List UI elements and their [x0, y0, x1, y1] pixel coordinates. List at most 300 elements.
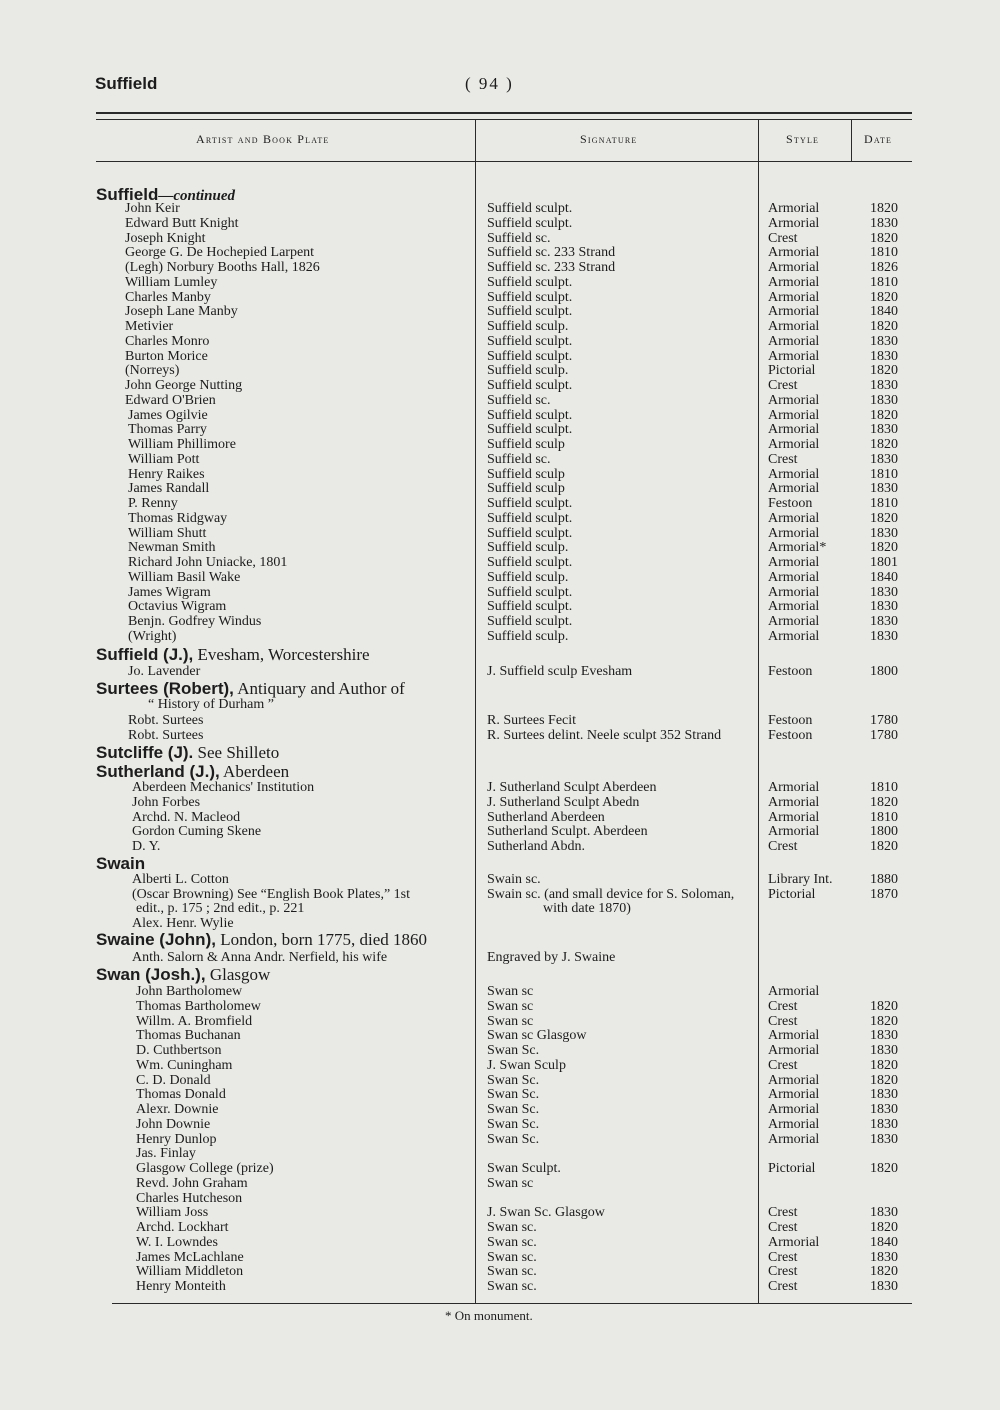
- table-row: [0, 1073, 1000, 1088]
- table-row: [0, 260, 1000, 275]
- signature-cell: Swan sc.: [487, 1264, 537, 1280]
- signature-cell: Swan Sc.: [487, 1131, 540, 1147]
- style-cell: Armorial: [768, 984, 820, 999]
- style-cell: Armorial: [768, 422, 820, 438]
- signature-cell: Engraved by J. Swaine: [487, 950, 616, 965]
- section-title: Swain: [96, 854, 146, 873]
- table-row: [0, 795, 1000, 810]
- artist-cell: D. Y.: [132, 839, 161, 854]
- table-row: [0, 713, 1000, 728]
- date-cell: 1830: [870, 1131, 898, 1147]
- artist-cell: Revd. John Graham: [136, 1175, 248, 1191]
- signature-cell: R. Surtees Fecit: [487, 713, 577, 728]
- date-cell: 1820: [870, 1013, 898, 1029]
- section-heading: [96, 645, 370, 665]
- date-cell: 1810: [870, 245, 898, 261]
- artist-cell: Anth. Salorn & Anna Andr. Nerfield, his wife: [132, 950, 388, 965]
- table-row: [0, 437, 1000, 452]
- style-cell: Armorial: [768, 392, 820, 408]
- signature-cell: Suffield sculp.: [487, 569, 569, 585]
- table-row: [0, 1205, 1000, 1220]
- table-row: [0, 349, 1000, 364]
- artist-cell: James Wigram: [128, 584, 211, 600]
- style-cell: Pictorial: [768, 886, 816, 902]
- date-cell: 1830: [870, 1249, 898, 1265]
- signature-cell: Suffield sculpt.: [487, 378, 573, 393]
- artist-cell: Jas. Finlay: [136, 1146, 196, 1162]
- artist-cell: Richard John Uniacke, 1801: [128, 555, 288, 570]
- artist-cell: Joseph Lane Manby: [125, 304, 238, 320]
- style-cell: Armorial: [768, 809, 820, 825]
- date-cell: 1830: [870, 1102, 898, 1117]
- artist-cell: (Norreys): [125, 363, 180, 379]
- signature-cell: Sutherland Sculpt. Aberdeen: [487, 824, 648, 840]
- section-heading: [96, 965, 270, 985]
- signature-cell: Swan Sc.: [487, 1043, 540, 1058]
- table-row: [0, 599, 1000, 614]
- artist-cell: Thomas Donald: [136, 1087, 226, 1103]
- table-row: [0, 555, 1000, 570]
- table-row: [0, 201, 1000, 216]
- artist-cell: Charles Hutcheson: [136, 1190, 243, 1206]
- table-row: [0, 467, 1000, 482]
- table-row: [0, 511, 1000, 526]
- signature-cell: Swan sc.: [487, 1234, 537, 1250]
- table-row: [0, 540, 1000, 555]
- style-cell: Armorial: [768, 333, 820, 349]
- section-subtitle: See Shilleto: [193, 743, 280, 762]
- style-cell: Crest: [768, 839, 798, 854]
- page-number: ( 94 ): [465, 74, 514, 93]
- style-cell: Armorial: [768, 555, 820, 570]
- signature-cell: Swan sc: [487, 984, 534, 999]
- signature-cell: Swain sc. (and small device for S. Soloman,: [487, 886, 735, 902]
- artist-cell: P. Renny: [128, 496, 178, 511]
- style-cell: Armorial: [768, 1131, 820, 1147]
- artist-cell: (Legh) Norbury Booths Hall, 1826: [125, 260, 320, 275]
- artist-cell: Octavius Wigram: [128, 599, 227, 615]
- table-row: [0, 1087, 1000, 1102]
- style-cell: Armorial: [768, 584, 820, 600]
- signature-cell: Suffield sculp.: [487, 363, 569, 379]
- section-heading: [96, 762, 289, 782]
- style-cell: Armorial: [768, 1087, 820, 1103]
- table-row: [0, 728, 1000, 743]
- signature-cell: Suffield sc.: [487, 451, 551, 467]
- artist-cell: James Randall: [128, 481, 210, 497]
- table-row: [0, 393, 1000, 408]
- artist-cell: Burton Morice: [125, 348, 208, 364]
- style-cell: Crest: [768, 1249, 798, 1265]
- signature-cell: Suffield sculpt.: [487, 274, 573, 290]
- date-cell: 1820: [870, 1220, 898, 1235]
- artist-cell: James McLachlane: [136, 1249, 244, 1265]
- table-row: [0, 1102, 1000, 1117]
- artist-cell: William Phillimore: [128, 437, 236, 452]
- date-cell: 1780: [870, 728, 898, 743]
- date-cell: 1840: [870, 304, 898, 320]
- artist-cell: Joseph Knight: [125, 230, 206, 246]
- style-cell: Pictorial: [768, 1161, 816, 1176]
- style-cell: Armorial: [768, 466, 820, 482]
- artist-cell: Robt. Surtees: [128, 713, 204, 728]
- date-cell: 1830: [870, 481, 898, 497]
- style-cell: Armorial: [768, 569, 820, 585]
- artist-cell: D. Cuthbertson: [136, 1043, 222, 1058]
- artist-cell: William Basil Wake: [128, 569, 241, 585]
- artist-cell: John George Nutting: [125, 378, 243, 393]
- signature-cell: Suffield sculpt.: [487, 599, 573, 615]
- signature-cell: Suffield sculpt.: [487, 584, 573, 600]
- table-row: [0, 839, 1000, 854]
- section-subtitle: Aberdeen: [219, 762, 290, 781]
- style-cell: Pictorial: [768, 363, 816, 379]
- date-cell: 1830: [870, 1116, 898, 1132]
- style-cell: Crest: [768, 1220, 798, 1235]
- signature-cell: Suffield sculp.: [487, 628, 569, 644]
- style-cell: Armorial: [768, 780, 820, 795]
- date-cell: 1820: [870, 540, 898, 556]
- signature-cell: Suffield sculpt.: [487, 333, 573, 349]
- table-row: [0, 901, 1000, 916]
- table-row: [0, 319, 1000, 334]
- artist-cell: W. I. Lowndes: [136, 1234, 218, 1250]
- table-row: [0, 1250, 1000, 1265]
- artist-cell: Charles Manby: [125, 289, 211, 305]
- table-row: [0, 1058, 1000, 1073]
- signature-cell: Suffield sc.: [487, 230, 551, 246]
- artist-cell: James Ogilvie: [128, 407, 208, 423]
- style-cell: Armorial: [768, 304, 820, 320]
- style-cell: Armorial: [768, 437, 820, 452]
- style-cell: Armorial: [768, 510, 820, 526]
- table-row: [0, 1146, 1000, 1161]
- artist-cell: John Bartholomew: [136, 984, 243, 999]
- date-cell: 1820: [870, 319, 898, 334]
- artist-cell: Edward Butt Knight: [125, 215, 239, 231]
- date-cell: 1820: [870, 794, 898, 810]
- table-row: [0, 664, 1000, 679]
- table-row: [0, 481, 1000, 496]
- table-row: [0, 1161, 1000, 1176]
- table-row: [0, 984, 1000, 999]
- artist-cell: Archd. N. Macleod: [132, 809, 241, 825]
- date-cell: 1830: [870, 392, 898, 408]
- section-title: Suffield: [96, 185, 159, 204]
- artist-cell: Aberdeen Mechanics' Institution: [132, 780, 315, 795]
- table-row: [0, 452, 1000, 467]
- table-row: [0, 614, 1000, 629]
- header-date: Date: [864, 132, 893, 146]
- style-cell: Armorial: [768, 1116, 820, 1132]
- date-cell: 1830: [870, 422, 898, 438]
- date-cell: 1830: [870, 451, 898, 467]
- section-subline: [0, 697, 1000, 712]
- style-cell: Armorial: [768, 794, 820, 810]
- date-cell: 1820: [870, 407, 898, 423]
- style-cell: Armorial: [768, 1102, 820, 1117]
- artist-cell: Newman Smith: [128, 540, 216, 556]
- section-subtitle: Glasgow: [205, 965, 271, 984]
- date-cell: 1801: [870, 555, 898, 570]
- date-cell: 1800: [870, 664, 898, 679]
- section-heading: [96, 930, 427, 950]
- table-row: [0, 780, 1000, 795]
- date-cell: 1820: [870, 437, 898, 452]
- artist-cell: Thomas Bartholomew: [136, 998, 261, 1014]
- artist-cell: (Wright): [128, 628, 177, 644]
- date-cell: 1870: [870, 886, 898, 902]
- section-heading: [96, 743, 279, 763]
- table-row: [0, 378, 1000, 393]
- signature-cell: J. Suffield sculp Evesham: [487, 664, 633, 679]
- table-row: [0, 1220, 1000, 1235]
- table-row: [0, 810, 1000, 825]
- style-cell: Festoon: [768, 664, 813, 679]
- style-cell: Armorial: [768, 599, 820, 615]
- section-title: Swaine (John),: [96, 930, 216, 949]
- artist-cell: Alexr. Downie: [136, 1102, 219, 1117]
- style-cell: Armorial: [768, 628, 820, 644]
- date-cell: 1820: [870, 1072, 898, 1088]
- signature-cell: Swan sc.: [487, 1249, 537, 1265]
- header-style: Style: [786, 132, 820, 146]
- artist-cell: Henry Dunlop: [136, 1131, 217, 1147]
- artist-cell: William Lumley: [125, 274, 218, 290]
- signature-cell: Swan Sculpt.: [487, 1161, 561, 1176]
- section-title: Sutcliffe (J).: [96, 743, 194, 762]
- section-subline-text: “ History of Durham ”: [148, 697, 274, 712]
- date-cell: 1810: [870, 496, 898, 511]
- table-row: [0, 1264, 1000, 1279]
- table-row: [0, 1176, 1000, 1191]
- table-row: [0, 526, 1000, 541]
- style-cell: Armorial*: [768, 540, 827, 556]
- signature-cell: Swan sc.: [487, 1279, 537, 1294]
- style-cell: Armorial: [768, 1028, 820, 1044]
- table-row: [0, 408, 1000, 423]
- signature-cell: Swan sc: [487, 1013, 534, 1029]
- signature-cell: Suffield sculp: [487, 481, 565, 497]
- date-cell: 1820: [870, 230, 898, 246]
- style-cell: Crest: [768, 230, 798, 246]
- style-cell: Festoon: [768, 713, 813, 728]
- style-cell: Festoon: [768, 728, 813, 743]
- signature-cell: Suffield sculp.: [487, 319, 569, 334]
- style-cell: Crest: [768, 1279, 798, 1294]
- artist-cell: Willm. A. Bromfield: [136, 1013, 253, 1029]
- style-cell: Armorial: [768, 407, 820, 423]
- artist-cell: Archd. Lockhart: [136, 1220, 229, 1235]
- style-cell: Festoon: [768, 496, 813, 511]
- artist-cell: John Keir: [125, 201, 180, 216]
- table-row: [0, 887, 1000, 902]
- date-cell: 1820: [870, 839, 898, 854]
- signature-cell: Suffield sculpt.: [487, 510, 573, 526]
- date-cell: 1830: [870, 1205, 898, 1221]
- artist-cell: John Downie: [136, 1116, 211, 1132]
- section-subtitle: Evesham, Worcestershire: [193, 645, 370, 664]
- date-cell: 1810: [870, 780, 898, 795]
- artist-cell: William Shutt: [128, 525, 207, 541]
- date-cell: 1820: [870, 289, 898, 305]
- style-cell: Armorial: [768, 245, 820, 261]
- style-cell: Armorial: [768, 525, 820, 541]
- artist-cell: William Middleton: [136, 1264, 244, 1280]
- section-subtitle: —continued: [158, 188, 236, 204]
- section-title: Surtees (Robert),: [96, 679, 234, 698]
- artist-cell: Thomas Ridgway: [128, 510, 228, 526]
- signature-cell: Suffield sculpt.: [487, 304, 573, 320]
- style-cell: Armorial: [768, 319, 820, 334]
- date-cell: 1830: [870, 333, 898, 349]
- style-cell: Crest: [768, 1205, 798, 1221]
- date-cell: 1820: [870, 1264, 898, 1280]
- date-cell: 1820: [870, 510, 898, 526]
- artist-cell: Thomas Parry: [128, 422, 207, 438]
- date-cell: 1780: [870, 713, 898, 728]
- style-cell: Armorial: [768, 1234, 820, 1250]
- section-title: Swan (Josh.),: [96, 965, 206, 984]
- section-title: Sutherland (J.),: [96, 762, 220, 781]
- signature-cell: Suffield sc. 233 Strand: [487, 245, 616, 261]
- table-row: [0, 824, 1000, 839]
- table-row: [0, 304, 1000, 319]
- date-cell: 1830: [870, 1043, 898, 1058]
- date-cell: 1830: [870, 348, 898, 364]
- table-row: [0, 916, 1000, 931]
- table-row: [0, 585, 1000, 600]
- table-row: [0, 1014, 1000, 1029]
- date-cell: 1820: [870, 363, 898, 379]
- table-row: [0, 1028, 1000, 1043]
- artist-cell: Benjn. Godfrey Windus: [128, 614, 262, 629]
- date-cell: 1830: [870, 1087, 898, 1103]
- footnote: * On monument.: [445, 1308, 533, 1323]
- artist-cell: edit., p. 175 ; 2nd edit., p. 221: [136, 901, 305, 916]
- style-cell: Armorial: [768, 201, 820, 216]
- signature-cell: R. Surtees delint. Neele sculpt 352 Strand: [487, 728, 722, 743]
- signature-cell: Swain sc.: [487, 872, 541, 887]
- section-title: Suffield (J.),: [96, 645, 194, 664]
- style-cell: Crest: [768, 1264, 798, 1280]
- signature-cell: Swan sc: [487, 1175, 534, 1191]
- date-cell: 1810: [870, 466, 898, 482]
- section-heading: [96, 854, 145, 874]
- signature-cell: Sutherland Abdn.: [487, 839, 585, 854]
- signature-cell: Suffield sculpt.: [487, 422, 573, 438]
- style-cell: Armorial: [768, 481, 820, 497]
- running-head: Suffield: [95, 74, 158, 93]
- date-cell: 1830: [870, 378, 898, 393]
- table-row: [0, 245, 1000, 260]
- table-row: [0, 334, 1000, 349]
- signature-cell: Suffield sculpt.: [487, 348, 573, 364]
- artist-cell: Edward O'Brien: [125, 392, 216, 408]
- date-cell: 1830: [870, 1279, 898, 1294]
- signature-cell: Suffield sculpt.: [487, 289, 573, 305]
- table-row: [0, 422, 1000, 437]
- date-cell: 1840: [870, 1234, 898, 1250]
- section-heading: [96, 679, 405, 699]
- date-cell: 1830: [870, 215, 898, 231]
- table-row: [0, 1191, 1000, 1206]
- table-row: [0, 231, 1000, 246]
- signature-cell: Suffield sculpt.: [487, 201, 573, 216]
- date-cell: 1820: [870, 1057, 898, 1073]
- signature-cell: Suffield sculpt.: [487, 407, 573, 423]
- date-cell: 1820: [870, 998, 898, 1014]
- artist-cell: (Oscar Browning) See “English Book Plates,” 1st: [132, 886, 411, 902]
- artist-cell: Metivier: [125, 319, 174, 334]
- signature-cell: Suffield sculpt.: [487, 215, 573, 231]
- style-cell: Armorial: [768, 824, 820, 840]
- table-row: [0, 1279, 1000, 1294]
- date-cell: 1830: [870, 614, 898, 629]
- section-subtitle: Antiquary and Author of: [233, 679, 405, 698]
- artist-cell: Robt. Surtees: [128, 728, 204, 743]
- signature-cell: J. Swan Sc. Glasgow: [487, 1205, 605, 1221]
- style-cell: Armorial: [768, 1043, 820, 1058]
- date-cell: 1820: [870, 201, 898, 216]
- signature-cell: Suffield sculp: [487, 437, 565, 452]
- header-artist: Artist and Book Plate: [196, 132, 330, 146]
- signature-cell: Swan Sc.: [487, 1116, 540, 1132]
- artist-cell: William Joss: [136, 1205, 209, 1221]
- signature-cell: Suffield sculpt.: [487, 496, 573, 511]
- artist-cell: Charles Monro: [125, 333, 210, 349]
- artist-cell: Alberti L. Cotton: [132, 872, 229, 887]
- signature-cell: J. Sutherland Sculpt Aberdeen: [487, 780, 657, 795]
- signature-cell: Swan sc Glasgow: [487, 1028, 587, 1044]
- style-cell: Armorial: [768, 1072, 820, 1088]
- date-cell: 1830: [870, 1028, 898, 1044]
- table-row: [0, 1235, 1000, 1250]
- table-row: [0, 290, 1000, 305]
- signature-cell: Swan Sc.: [487, 1102, 540, 1117]
- signature-cell: Suffield sculpt.: [487, 555, 573, 570]
- section-subtitle: London, born 1775, died 1860: [215, 930, 428, 949]
- style-cell: Crest: [768, 998, 798, 1014]
- date-cell: 1840: [870, 569, 898, 585]
- signature-cell: Suffield sculpt.: [487, 614, 573, 629]
- signature-cell: Swan sc.: [487, 1220, 537, 1235]
- signature-cell: Swan Sc.: [487, 1087, 540, 1103]
- table-row: [0, 1132, 1000, 1147]
- artist-cell: Gordon Cuming Skene: [132, 824, 262, 840]
- style-cell: Armorial: [768, 260, 820, 275]
- date-cell: 1820: [870, 1161, 898, 1176]
- signature-cell: Suffield sc.: [487, 392, 551, 408]
- signature-cell: Suffield sculp: [487, 466, 565, 482]
- style-cell: Armorial: [768, 348, 820, 364]
- style-cell: Armorial: [768, 215, 820, 231]
- table-row: [0, 496, 1000, 511]
- table-row: [0, 275, 1000, 290]
- style-cell: Crest: [768, 1013, 798, 1029]
- date-cell: 1830: [870, 525, 898, 541]
- date-cell: 1826: [870, 260, 898, 275]
- signature-cell: J. Swan Sculp: [487, 1057, 566, 1073]
- signature-cell: Swan sc: [487, 998, 534, 1014]
- artist-cell: Wm. Cuningham: [136, 1057, 233, 1073]
- style-cell: Armorial: [768, 614, 820, 629]
- table-row: [0, 1043, 1000, 1058]
- table-row: [0, 629, 1000, 644]
- table-row: [0, 999, 1000, 1014]
- table-row: [0, 872, 1000, 887]
- style-cell: Crest: [768, 1057, 798, 1073]
